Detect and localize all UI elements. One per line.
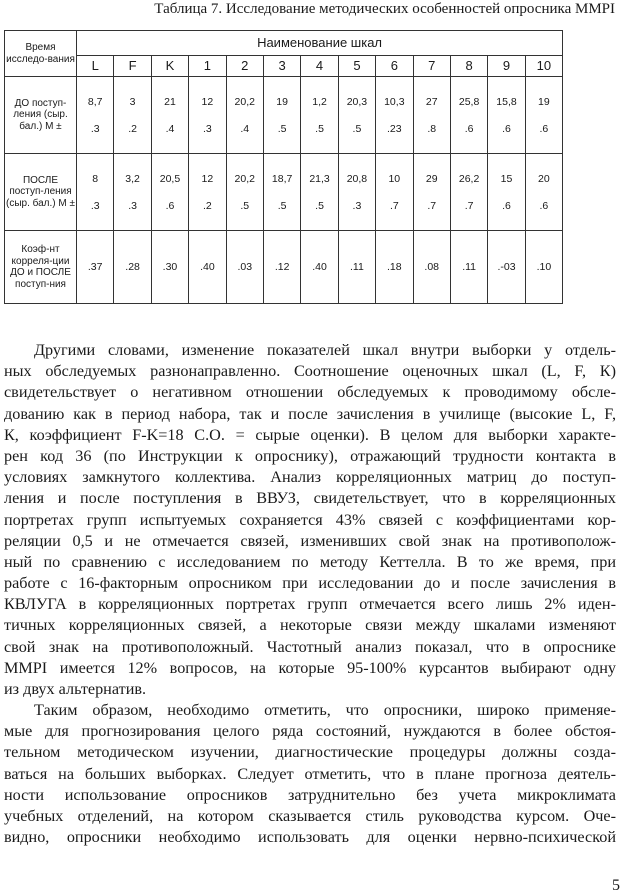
mean-value: 29 — [425, 173, 438, 185]
table-cell — [413, 77, 450, 154]
text-line: ный по сравнению с исследованием по методу Кеттелла. В то же время, при — [4, 552, 616, 571]
error-value: .3 — [90, 200, 100, 212]
mean-value: 3,2 — [125, 173, 140, 185]
table-cell: .28 — [114, 231, 151, 304]
table-cell — [338, 154, 375, 231]
table-cell: .-03 — [488, 231, 525, 304]
text-line: свидетельствует о негативном отношении обследуемых к проводимому обсле- — [4, 383, 616, 402]
text-line: реляции 0,5 и не отмечается связей, изменивших свой знак на противополож- — [4, 531, 616, 550]
table-cell — [189, 154, 226, 231]
scale-header-cell: 3 — [263, 56, 300, 77]
error-value: .6 — [165, 200, 175, 212]
table-cell — [413, 154, 450, 231]
mean-value: 12 — [201, 96, 214, 108]
mean-value: 21,3 — [309, 173, 330, 185]
mean-value: 27 — [425, 96, 438, 108]
mean-value: 25,8 — [458, 96, 480, 108]
error-value: .3 — [90, 123, 100, 135]
error-value: .23 — [387, 123, 402, 135]
table-cell: .37 — [77, 231, 114, 304]
table-cell — [301, 154, 338, 231]
error-value: .5 — [240, 200, 250, 212]
error-value: .2 — [202, 200, 212, 212]
table-cell — [151, 77, 188, 154]
mean-value: 20 — [538, 173, 550, 185]
error-value: .6 — [502, 200, 511, 212]
row-label: Коэф-нт корреля-ции ДО и ПОСЛЕ поступ-ния — [5, 231, 77, 304]
table-cell — [77, 154, 114, 231]
mean-value: 12 — [201, 173, 214, 185]
text-line: мые для прогнозирования целого ряда состояний, нуждаются в более обстоя- — [4, 722, 616, 741]
error-value: .6 — [539, 123, 549, 135]
table-cell: .03 — [226, 231, 263, 304]
mean-value: 18,7 — [271, 173, 293, 185]
text-line: ности использование опросников затруднительно без учета микроклимата — [4, 785, 616, 804]
table-row — [5, 77, 563, 154]
mean-value: 20,2 — [234, 96, 255, 108]
scale-header-row — [5, 56, 563, 77]
table-cell — [450, 77, 487, 154]
error-value: .6 — [464, 123, 474, 135]
text-line: портретах групп испытуемых сохраняется 43% связей с коэффициентами кор- — [4, 510, 616, 529]
error-value: .8 — [427, 123, 437, 135]
table-cell — [338, 77, 375, 154]
text-line: видно, опросники необходимо использовать для оценки нервно-психической — [4, 828, 616, 847]
mean-value: 20,3 — [346, 96, 368, 108]
table-cell — [189, 77, 226, 154]
text-line: учебных отделений, на котором сказывается стиль руководства курсом. Оче- — [4, 806, 616, 825]
mean-value: 10 — [388, 173, 401, 185]
mean-value: 21 — [164, 96, 176, 108]
error-value: .3 — [202, 123, 212, 135]
table-cell — [114, 154, 151, 231]
table-cell — [114, 77, 151, 154]
scale-header-cell: 4 — [301, 56, 338, 77]
mmpi-table — [4, 30, 563, 304]
table-cell — [263, 154, 300, 231]
error-value: .7 — [427, 200, 437, 212]
text-line: тельном методическом изучении, диагностические процедуры должны созда- — [4, 743, 616, 762]
mean-value: 26,2 — [458, 173, 480, 185]
table-cell — [263, 77, 300, 154]
error-value: .6 — [502, 123, 511, 135]
text-line: дованию как в период набора, так и после зачисления в училище (высокие L, F, — [4, 404, 616, 423]
text-line: тичных корреляционных связей, а некоторые связи между шкалами изменяют — [4, 616, 616, 635]
scale-header-cell: 9 — [488, 56, 525, 77]
corner-header: Время исследо-вания — [5, 31, 77, 77]
scale-header-cell: L — [77, 56, 114, 77]
mean-value: 1,2 — [312, 96, 327, 108]
error-value: .3 — [352, 200, 362, 212]
table-cell: .18 — [376, 231, 413, 304]
text-line: ваться на больших выборках. Следует отметить, что в плане прогноза деятель- — [4, 764, 616, 783]
error-value: .7 — [464, 200, 474, 212]
table-cell — [525, 154, 562, 231]
scale-header-cell: 10 — [525, 56, 562, 77]
mean-value: 15 — [500, 173, 513, 185]
scale-header-cell: F — [114, 56, 151, 77]
row-label: ПОСЛЕ поступ-ления (сыр. бал.) М ± — [5, 154, 77, 231]
error-value: .2 — [128, 123, 137, 135]
mean-value: 19 — [538, 96, 550, 108]
table-cell — [226, 77, 263, 154]
error-value: .5 — [315, 123, 324, 135]
table-row — [5, 154, 563, 231]
table-cell: .30 — [151, 231, 188, 304]
table-cell — [301, 77, 338, 154]
table-caption: Таблица 7. Исследование методических особенностей опросника MMPI — [154, 1, 615, 17]
error-value: .5 — [315, 200, 324, 212]
text-line: рен код 36 (по Инструкции к опроснику), отражающий трудности контакта в — [4, 446, 616, 465]
table-cell — [77, 77, 114, 154]
text-line: MMPI имеется 12% вопросов, на которые 95-100% курсантов выбирают одну — [4, 658, 616, 677]
error-value: .5 — [277, 123, 287, 135]
table-cell — [488, 77, 525, 154]
text-line: свой знак на противоположный. Частотный анализ показал, что в опроснике — [4, 637, 616, 656]
mean-value: 20,5 — [159, 173, 181, 185]
scale-header-cell: 7 — [413, 56, 450, 77]
scale-header-cell: K — [151, 56, 188, 77]
scale-header-cell: 8 — [450, 56, 487, 77]
scale-header-cell: 5 — [338, 56, 375, 77]
scale-header-cell: 1 — [189, 56, 226, 77]
text-line: Другими словами, изменение показателей шкал внутри выборки у отдель- — [34, 341, 616, 359]
page-number: 5 — [612, 877, 620, 894]
text-line: К, коэффициент F-K=18 С.О. = сырые оценки). В целом для выборки характе- — [4, 425, 616, 444]
text-line: Таким образом, необходимо отметить, что опросники, широко применяе- — [34, 701, 616, 719]
text-line: КВЛУГА в корреляционных портретах групп отмечается всего лишь 2% иден- — [4, 595, 616, 614]
table-cell: .12 — [263, 231, 300, 304]
table-cell — [376, 77, 413, 154]
text-line: из двух альтернатив. — [4, 680, 147, 698]
error-value: .4 — [240, 123, 250, 135]
table-cell: .11 — [450, 231, 487, 304]
mean-value: 19 — [276, 96, 288, 108]
mean-value: 20,2 — [234, 173, 255, 185]
table-cell — [450, 154, 487, 231]
table-cell — [488, 154, 525, 231]
error-value: .3 — [128, 200, 137, 212]
mean-value: 20,8 — [346, 173, 368, 185]
paragraph-2 — [4, 700, 616, 848]
error-value: .6 — [539, 200, 549, 212]
mean-value: 3 — [129, 96, 136, 108]
error-value: .5 — [352, 123, 362, 135]
table-cell: .10 — [525, 231, 562, 304]
paragraph-1 — [4, 340, 616, 700]
mean-value: 8 — [92, 173, 99, 185]
scales-group-header: Наименование шкал — [77, 31, 563, 56]
row-label: ДО поступ-ления (сыр. бал.) М ± — [5, 77, 77, 154]
table-cell: .11 — [338, 231, 375, 304]
table-cell — [525, 77, 562, 154]
scale-header-cell: 2 — [226, 56, 263, 77]
mean-value: 15,8 — [496, 96, 517, 108]
error-value: .5 — [277, 200, 287, 212]
text-line: ных обследуемых разнонаправленно. Соотношение оценочных шкал (L, F, К) — [4, 362, 616, 381]
text-line: условиях замкнутого коллектива. Анализ корреляционных матриц до поступ- — [4, 468, 616, 487]
mean-value: 10,3 — [384, 96, 405, 108]
error-value: .7 — [389, 200, 399, 212]
mean-value: 8,7 — [87, 96, 103, 108]
text-line: работе с 16-факторным опросником при исследовании до и после зачисления в — [4, 574, 616, 593]
error-value: .4 — [165, 123, 175, 135]
table-cell — [376, 154, 413, 231]
table-cell: .40 — [301, 231, 338, 304]
table-cell — [226, 154, 263, 231]
text-line: ления и после поступления в ВВУЗ, свидетельствует, что в корреляционных — [4, 489, 616, 508]
table-cell — [151, 154, 188, 231]
scale-header-cell: 6 — [376, 56, 413, 77]
table-cell: .08 — [413, 231, 450, 304]
table-cell: .40 — [189, 231, 226, 304]
table-row — [5, 231, 563, 304]
